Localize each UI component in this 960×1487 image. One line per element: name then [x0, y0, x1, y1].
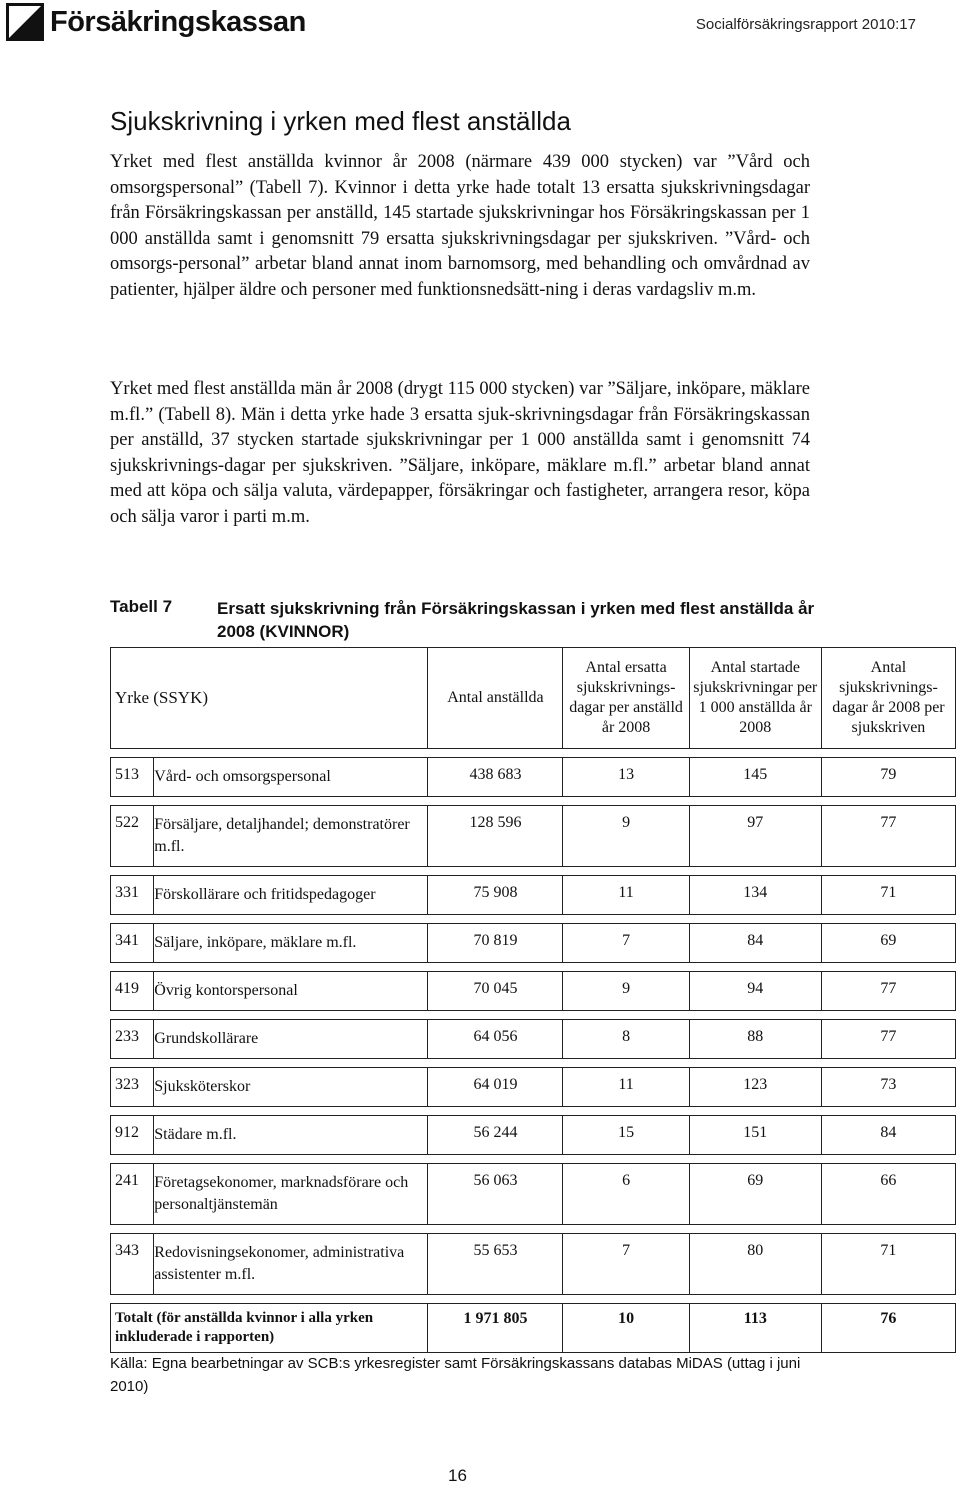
- total-startade: 113: [689, 1304, 821, 1353]
- dagar-per-sjukskriven-cell: 73: [821, 1068, 955, 1107]
- occupation-name: Företagsekonomer, marknadsförare och personaltjänstemän: [154, 1164, 428, 1225]
- ssyk-code: 341: [111, 924, 154, 963]
- ersatta-dagar-cell: 9: [563, 806, 689, 867]
- forsakringskassan-logo-icon: [6, 3, 44, 41]
- startade-cell: 88: [689, 1020, 821, 1059]
- table-spacer-cell: [111, 963, 956, 972]
- page-number: 16: [448, 1466, 467, 1485]
- table-spacer-cell: [111, 1295, 956, 1304]
- dagar-per-sjukskriven-cell: 71: [821, 1234, 955, 1295]
- header-startade: Antal startade sjukskrivningar per 1 000 anställda år 2008: [689, 648, 821, 749]
- dagar-per-sjukskriven-cell: 77: [821, 1020, 955, 1059]
- antal-anstallda-cell: 75 908: [428, 876, 563, 915]
- table-label: Tabell 7: [110, 597, 173, 616]
- antal-anstallda-cell: 128 596: [428, 806, 563, 867]
- occupation-name: Sjuksköterskor: [154, 1068, 428, 1107]
- table-spacer: [111, 1011, 956, 1020]
- ssyk-code: 343: [111, 1234, 154, 1295]
- logo: [6, 2, 306, 42]
- table-row: [111, 806, 956, 867]
- table-header-row: [111, 648, 956, 749]
- ersatta-dagar-cell: 11: [563, 876, 689, 915]
- table-row: [111, 1068, 956, 1107]
- table-spacer: [111, 1295, 956, 1304]
- table-spacer: [111, 797, 956, 806]
- occupation-name: Grundskollärare: [154, 1020, 428, 1059]
- table-spacer: [111, 1155, 956, 1164]
- ssyk-code: 323: [111, 1068, 154, 1107]
- table-spacer: [111, 963, 956, 972]
- startade-cell: 94: [689, 972, 821, 1011]
- total-ersatta: 10: [563, 1304, 689, 1353]
- header-antal-anstallda: Antal anställda: [428, 648, 563, 749]
- table-spacer-cell: [111, 1155, 956, 1164]
- startade-cell: 123: [689, 1068, 821, 1107]
- antal-anstallda-cell: 55 653: [428, 1234, 563, 1295]
- occupation-table: [110, 647, 956, 1353]
- ssyk-code: 419: [111, 972, 154, 1011]
- table-row: [111, 972, 956, 1011]
- table-spacer-cell: [111, 1011, 956, 1020]
- table-row: [111, 924, 956, 963]
- occupation-name: Vård- och omsorgspersonal: [154, 758, 428, 797]
- occupation-name: Förskollärare och fritidspedagoger: [154, 876, 428, 915]
- ersatta-dagar-cell: 7: [563, 924, 689, 963]
- header-yrke: Yrke (SSYK): [111, 648, 428, 749]
- table-spacer: [111, 1225, 956, 1234]
- body-paragraph: Yrket med flest anställda män år 2008 (drygt 115 000 stycken) var ”Säljare, inköpare, mäklare m.fl.” (Tabell 8). Män i detta yrke hade 3 ersatta sjuk-skrivningsdagar från Försäkringskassan per anställd, 37 stycken startade sjukskrivningar per 1 000 anställda samt i genomsnitt 74 sjukskrivnings-dagar per sjukskriven. ”Säljare, inköpare, mäklare m.fl.” arbetar bland annat med att köpa och sälja valuta, värdepapper, försäkringar och fastigheter, arrangera resor, köpa och sälja varor i parti m.m.: [110, 379, 810, 527]
- ersatta-dagar-cell: 15: [563, 1116, 689, 1155]
- dagar-per-sjukskriven-cell: 79: [821, 758, 955, 797]
- antal-anstallda-cell: 438 683: [428, 758, 563, 797]
- brand-name: Försäkringskassan: [50, 5, 306, 38]
- startade-cell: 134: [689, 876, 821, 915]
- antal-anstallda-cell: 64 019: [428, 1068, 563, 1107]
- header-dagar-per-sjukskriven: Antal sjukskrivnings-dagar år 2008 per sjukskriven: [821, 648, 955, 749]
- ssyk-code: 522: [111, 806, 154, 867]
- table-total-row: [111, 1304, 956, 1353]
- source-note: Källa: Egna bearbetningar av SCB:s yrkesregister samt Försäkringskassans databas MiDAS (uttag i juni 2010): [110, 1355, 801, 1395]
- header-ersatta-dagar: Antal ersatta sjukskrivnings-dagar per anställd år 2008: [563, 648, 689, 749]
- table-row: [111, 1164, 956, 1225]
- ssyk-code: 241: [111, 1164, 154, 1225]
- ersatta-dagar-cell: 13: [563, 758, 689, 797]
- ssyk-code: 331: [111, 876, 154, 915]
- ersatta-dagar-cell: 11: [563, 1068, 689, 1107]
- table-spacer: [111, 915, 956, 924]
- dagar-per-sjukskriven-cell: 69: [821, 924, 955, 963]
- body-paragraph: Yrket med flest anställda kvinnor år 2008 (närmare 439 000 stycken) var ”Vård och omsorgspersonal” (Tabell 7). Kvinnor i detta yrke hade totalt 13 ersatta sjukskrivningsdagar från Försäkringskassan per anställd, 145 startade sjukskrivningar hos Försäkringskassan per 1 000 anställda samt i genomsnitt 79 ersatta sjukskrivningsdagar per sjukskriven. ”Vård- och omsorgs-personal” arbetar bland annat inom barnomsorg, med behandling och omvårdnad av patienter, hjälper äldre och personer med funktionsnedsätt-ning i deras vardagsliv m.m.: [110, 152, 810, 300]
- table-spacer: [111, 1059, 956, 1068]
- total-dagar: 76: [821, 1304, 955, 1353]
- startade-cell: 151: [689, 1116, 821, 1155]
- dagar-per-sjukskriven-cell: 84: [821, 1116, 955, 1155]
- antal-anstallda-cell: 56 063: [428, 1164, 563, 1225]
- dagar-per-sjukskriven-cell: 77: [821, 972, 955, 1011]
- table-spacer: [111, 749, 956, 758]
- table-row: [111, 1020, 956, 1059]
- startade-cell: 97: [689, 806, 821, 867]
- occupation-name: Försäljare, detaljhandel; demonstratörer m.fl.: [154, 806, 428, 867]
- table-spacer-cell: [111, 867, 956, 876]
- table-spacer-cell: [111, 1225, 956, 1234]
- ssyk-code: 513: [111, 758, 154, 797]
- dagar-per-sjukskriven-cell: 77: [821, 806, 955, 867]
- antal-anstallda-cell: 56 244: [428, 1116, 563, 1155]
- dagar-per-sjukskriven-cell: 66: [821, 1164, 955, 1225]
- table-row: [111, 758, 956, 797]
- occupation-name: Redovisningsekonomer, administrativa assistenter m.fl.: [154, 1234, 428, 1295]
- startade-cell: 69: [689, 1164, 821, 1225]
- table-spacer-cell: [111, 1059, 956, 1068]
- table-spacer-cell: [111, 1107, 956, 1116]
- dagar-per-sjukskriven-cell: 71: [821, 876, 955, 915]
- startade-cell: 84: [689, 924, 821, 963]
- table-spacer-cell: [111, 797, 956, 806]
- occupation-name: Städare m.fl.: [154, 1116, 428, 1155]
- total-label: Totalt (för anställda kvinnor i alla yrken inkluderade i rapporten): [111, 1304, 428, 1353]
- report-identifier: Socialförsäkringsrapport 2010:17: [695, 16, 916, 33]
- ssyk-code: 233: [111, 1020, 154, 1059]
- ersatta-dagar-cell: 8: [563, 1020, 689, 1059]
- occupation-name: Övrig kontorspersonal: [154, 972, 428, 1011]
- ersatta-dagar-cell: 7: [563, 1234, 689, 1295]
- table-row: [111, 876, 956, 915]
- ersatta-dagar-cell: 6: [563, 1164, 689, 1225]
- table-spacer: [111, 1107, 956, 1116]
- table-spacer-cell: [111, 915, 956, 924]
- ssyk-code: 912: [111, 1116, 154, 1155]
- table-row: [111, 1234, 956, 1295]
- antal-anstallda-cell: 70 819: [428, 924, 563, 963]
- section-heading: Sjukskrivning i yrken med flest anställda: [110, 106, 571, 136]
- table-row: [111, 1116, 956, 1155]
- occupation-name: Säljare, inköpare, mäklare m.fl.: [154, 924, 428, 963]
- antal-anstallda-cell: 70 045: [428, 972, 563, 1011]
- table-spacer: [111, 867, 956, 876]
- ersatta-dagar-cell: 9: [563, 972, 689, 1011]
- antal-anstallda-cell: 64 056: [428, 1020, 563, 1059]
- total-antal: 1 971 805: [428, 1304, 563, 1353]
- table-spacer-cell: [111, 749, 956, 758]
- startade-cell: 145: [689, 758, 821, 797]
- startade-cell: 80: [689, 1234, 821, 1295]
- table-title: Ersatt sjukskrivning från Försäkringskassan i yrken med flest anställda år 2008 (KVINNOR): [217, 599, 815, 641]
